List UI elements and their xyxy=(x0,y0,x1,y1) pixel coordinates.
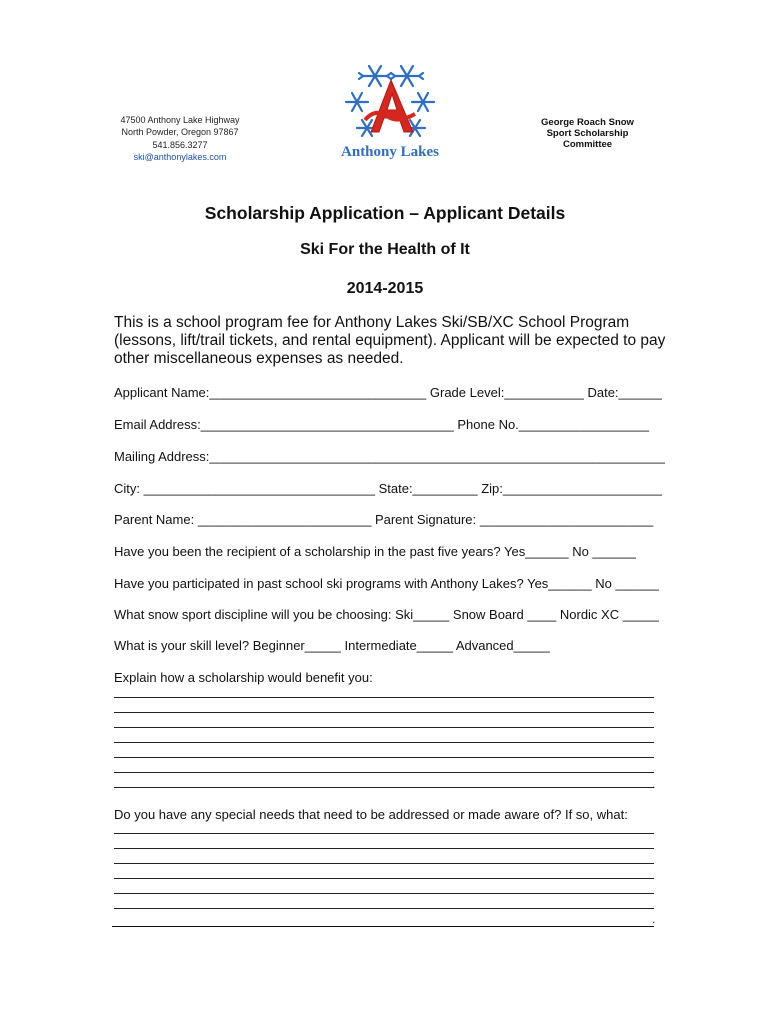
email-link[interactable]: ski@anthonylakes.com xyxy=(133,152,227,163)
discipline-question[interactable]: What snow sport discipline will you be choosing: Ski_____ Snow Board ____ Nordic XC _____ xyxy=(114,607,659,622)
phone-number: 541.856.3277 xyxy=(152,139,208,150)
benefit-answer-line[interactable] xyxy=(114,787,654,788)
special-needs-answer-line[interactable] xyxy=(114,893,654,894)
past-participation-question[interactable]: Have you participated in past school ski programs with Anthony Lakes? Yes______ No ______ xyxy=(114,576,659,591)
program-year: 2014-2015 xyxy=(346,280,424,297)
address-line: North Powder, Oregon 97867 xyxy=(121,127,239,138)
benefit-question-label: Explain how a scholarship would benefit you: xyxy=(114,670,373,685)
intro-paragraph: This is a school program fee for Anthony Lakes Ski/SB/XC School Program (lessons, lift/trail tickets, and rental equipment). Applicant will be expected to pay other miscellaneous expenses as needed. xyxy=(114,314,666,367)
benefit-answer-line[interactable] xyxy=(114,712,654,713)
special-needs-answer-line[interactable] xyxy=(114,833,654,834)
special-needs-question-label: Do you have any special needs that need to be addressed or made aware of? If so, what: xyxy=(114,807,628,822)
program-subtitle: Ski For the Health of It xyxy=(300,241,470,258)
special-needs-answer-line[interactable] xyxy=(114,863,654,864)
special-needs-answer-line[interactable] xyxy=(114,878,654,879)
organization-address xyxy=(100,114,260,164)
committee-line: Committee xyxy=(562,139,613,150)
snowflake-logo-icon xyxy=(335,60,445,160)
special-needs-answer-line[interactable] xyxy=(114,848,654,849)
benefit-answer-line[interactable] xyxy=(114,727,654,728)
mailing-address-field[interactable]: Mailing Address:_______________________________________________________________ xyxy=(114,449,665,464)
committee-line: Sport Scholarship xyxy=(546,128,629,139)
bottom-rule xyxy=(112,926,654,927)
parent-field[interactable]: Parent Name: ________________________ Parent Signature: ________________________ xyxy=(114,512,654,527)
end-mark: . xyxy=(652,777,656,791)
document-title: Scholarship Application – Applicant Details xyxy=(204,203,566,223)
logo-text: Anthony Lakes xyxy=(341,144,439,160)
special-needs-answer-line[interactable] xyxy=(114,908,654,909)
address-line: 47500 Anthony Lake Highway xyxy=(120,115,240,125)
anthony-lakes-logo xyxy=(335,60,445,160)
city-state-zip-field[interactable]: City: ________________________________ State:_________ Zip:______________________ xyxy=(114,481,662,496)
committee-name xyxy=(530,117,645,150)
scholarship-recipient-question[interactable]: Have you been the recipient of a scholarship in the past five years? Yes______ No ______ xyxy=(114,544,636,559)
benefit-answer-line[interactable] xyxy=(114,772,654,773)
end-mark: . xyxy=(652,912,656,926)
email-phone-field[interactable]: Email Address:___________________________________ Phone No.__________________ xyxy=(114,417,649,432)
skill-level-question[interactable]: What is your skill level? Beginner_____ Intermediate_____ Advanced_____ xyxy=(114,638,550,653)
applicant-name-field[interactable]: Applicant Name:______________________________ Grade Level:___________ Date:______ xyxy=(114,385,662,400)
benefit-answer-line[interactable] xyxy=(114,757,654,758)
benefit-answer-line[interactable] xyxy=(114,742,654,743)
committee-line: George Roach Snow xyxy=(541,117,634,128)
benefit-answer-line[interactable] xyxy=(114,697,654,698)
